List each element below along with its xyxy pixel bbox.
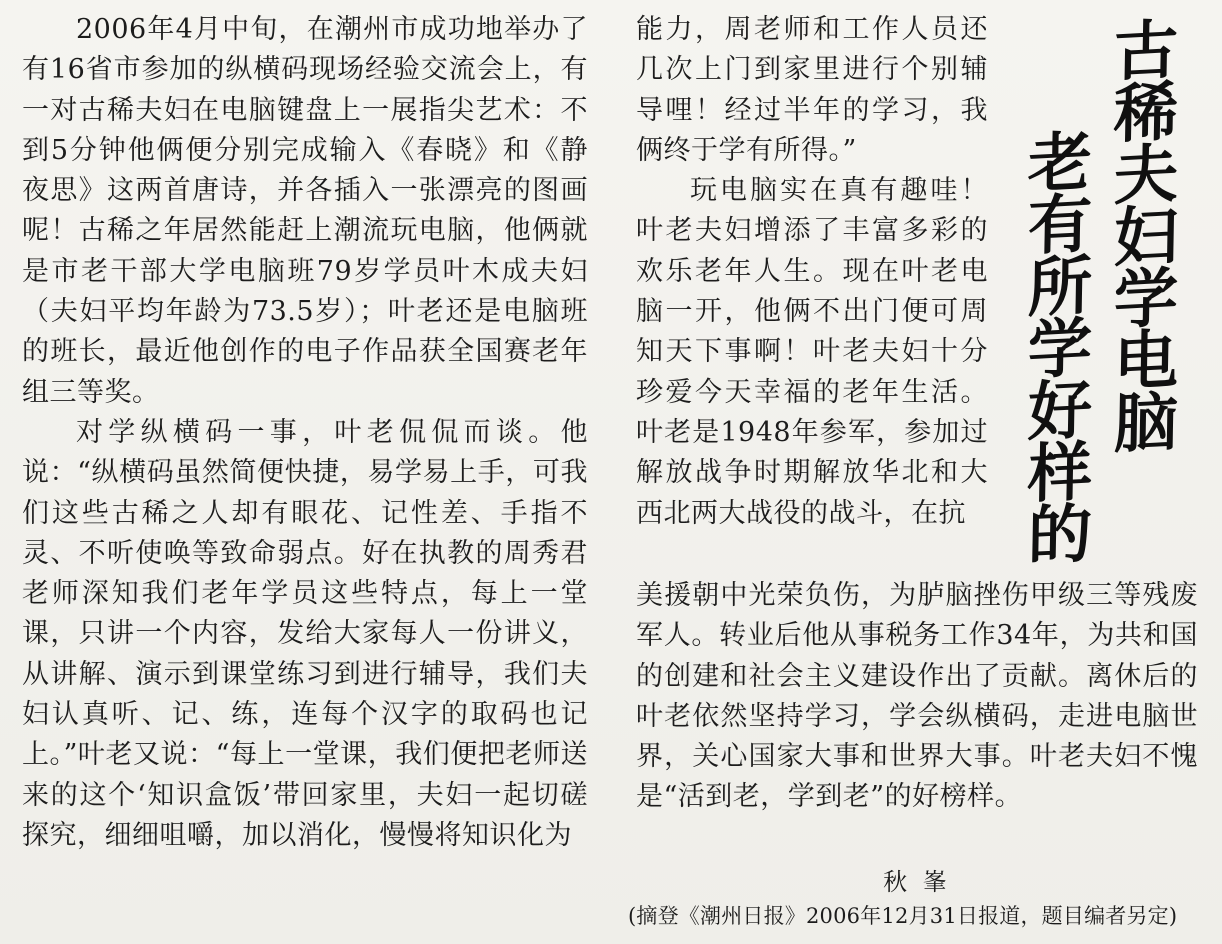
calligraphy-title (1010, 12, 1210, 580)
right-column-lower (636, 576, 1198, 818)
author-name: 秋 峯 (883, 868, 951, 896)
paragraph-biography: 美援朝中光荣负伤，为胪脑挫伤甲级三等残废军人。转业后他从事税务工作34年，为共和国的创建和社会主义建设作出了贡献。离休后的叶老依然坚持学习，学会纵横码，走进电脑世界，关心国家大事和世界大事。叶老夫妇不愧是“活到老，学到老”的好榜样。 (636, 580, 1198, 813)
paragraph-quote: 对学纵横码一事，叶老侃侃而谈。他说：“纵横码虽然简便快捷，易学易上手，可我们这些古稀之人却有眼花、记性差、手指不灵、不听使唤等致命弱点。好在执教的周秀君老师深知我们老年学员这些特点，每上一堂课，只讲一个内容，发给大家每人一份讲义，从讲解、演示到课堂练习到进行辅导，我们夫妇认真听、记、练，连每个汉字的取码也记上。”叶老又说：“每上一堂课，我们便把老师送来的这个‘知识盒饭’带回家里，夫妇一起切磋探究，细细咀嚼，加以消化，慢慢将知识化为 (22, 416, 588, 851)
paragraph-quote-end: 能力，周老师和工作人员还几次上门到家里进行个别辅导哩！经过半年的学习，我俩终于学有所得。” (636, 14, 988, 166)
title-character: 的 (1027, 496, 1093, 575)
title-character: 所 (1027, 248, 1093, 327)
title-character: 学 (1113, 260, 1179, 339)
paragraph-intro: 2006年4月中旬，在潮州市成功地举办了有16省市参加的纵横码现场经验交流会上，有一对古稀夫妇在电脑键盘上一展指尖艺术：不到5分钟他俩便分别完成输入《春晓》和《静夜思》这两首唐诗，并各插入一张漂亮的图画呢！古稀之年居然能赶上潮流玩电脑，他俩就是市老干部大学电脑班79岁学员叶木成夫妇（夫妇平均年龄为73.5岁）；叶老还是电脑班的班长，最近他创作的电子作品获全国赛老年组三等奖。 (22, 14, 588, 408)
title-character: 学 (1027, 310, 1093, 389)
title-character: 好 (1027, 372, 1093, 451)
paragraph-fun: 玩电脑实在真有趣哇！叶老夫妇增添了丰富多彩的欢乐老年人生。现在叶老电脑一开，他俩不出门便可周知天下事啊！叶老夫妇十分珍爱今天幸福的老年生活。叶老是1948年参军，参加过解放战争时期解放华北和大西北两大战役的战斗，在抗 (636, 175, 988, 529)
title-character: 电 (1113, 322, 1179, 401)
right-column-upper (636, 10, 988, 534)
title-character: 夫 (1113, 136, 1179, 215)
title-character: 古 (1113, 12, 1179, 91)
title-character: 稀 (1113, 74, 1179, 153)
title-character: 老 (1027, 124, 1093, 203)
title-character: 脑 (1113, 384, 1179, 463)
left-column (22, 10, 588, 856)
title-character: 妇 (1113, 198, 1179, 277)
title-character: 样 (1027, 434, 1093, 513)
source-note: (摘登《潮州日报》2006年12月31日报道，题目编者另定) (628, 904, 1178, 928)
title-character: 有 (1027, 186, 1093, 265)
